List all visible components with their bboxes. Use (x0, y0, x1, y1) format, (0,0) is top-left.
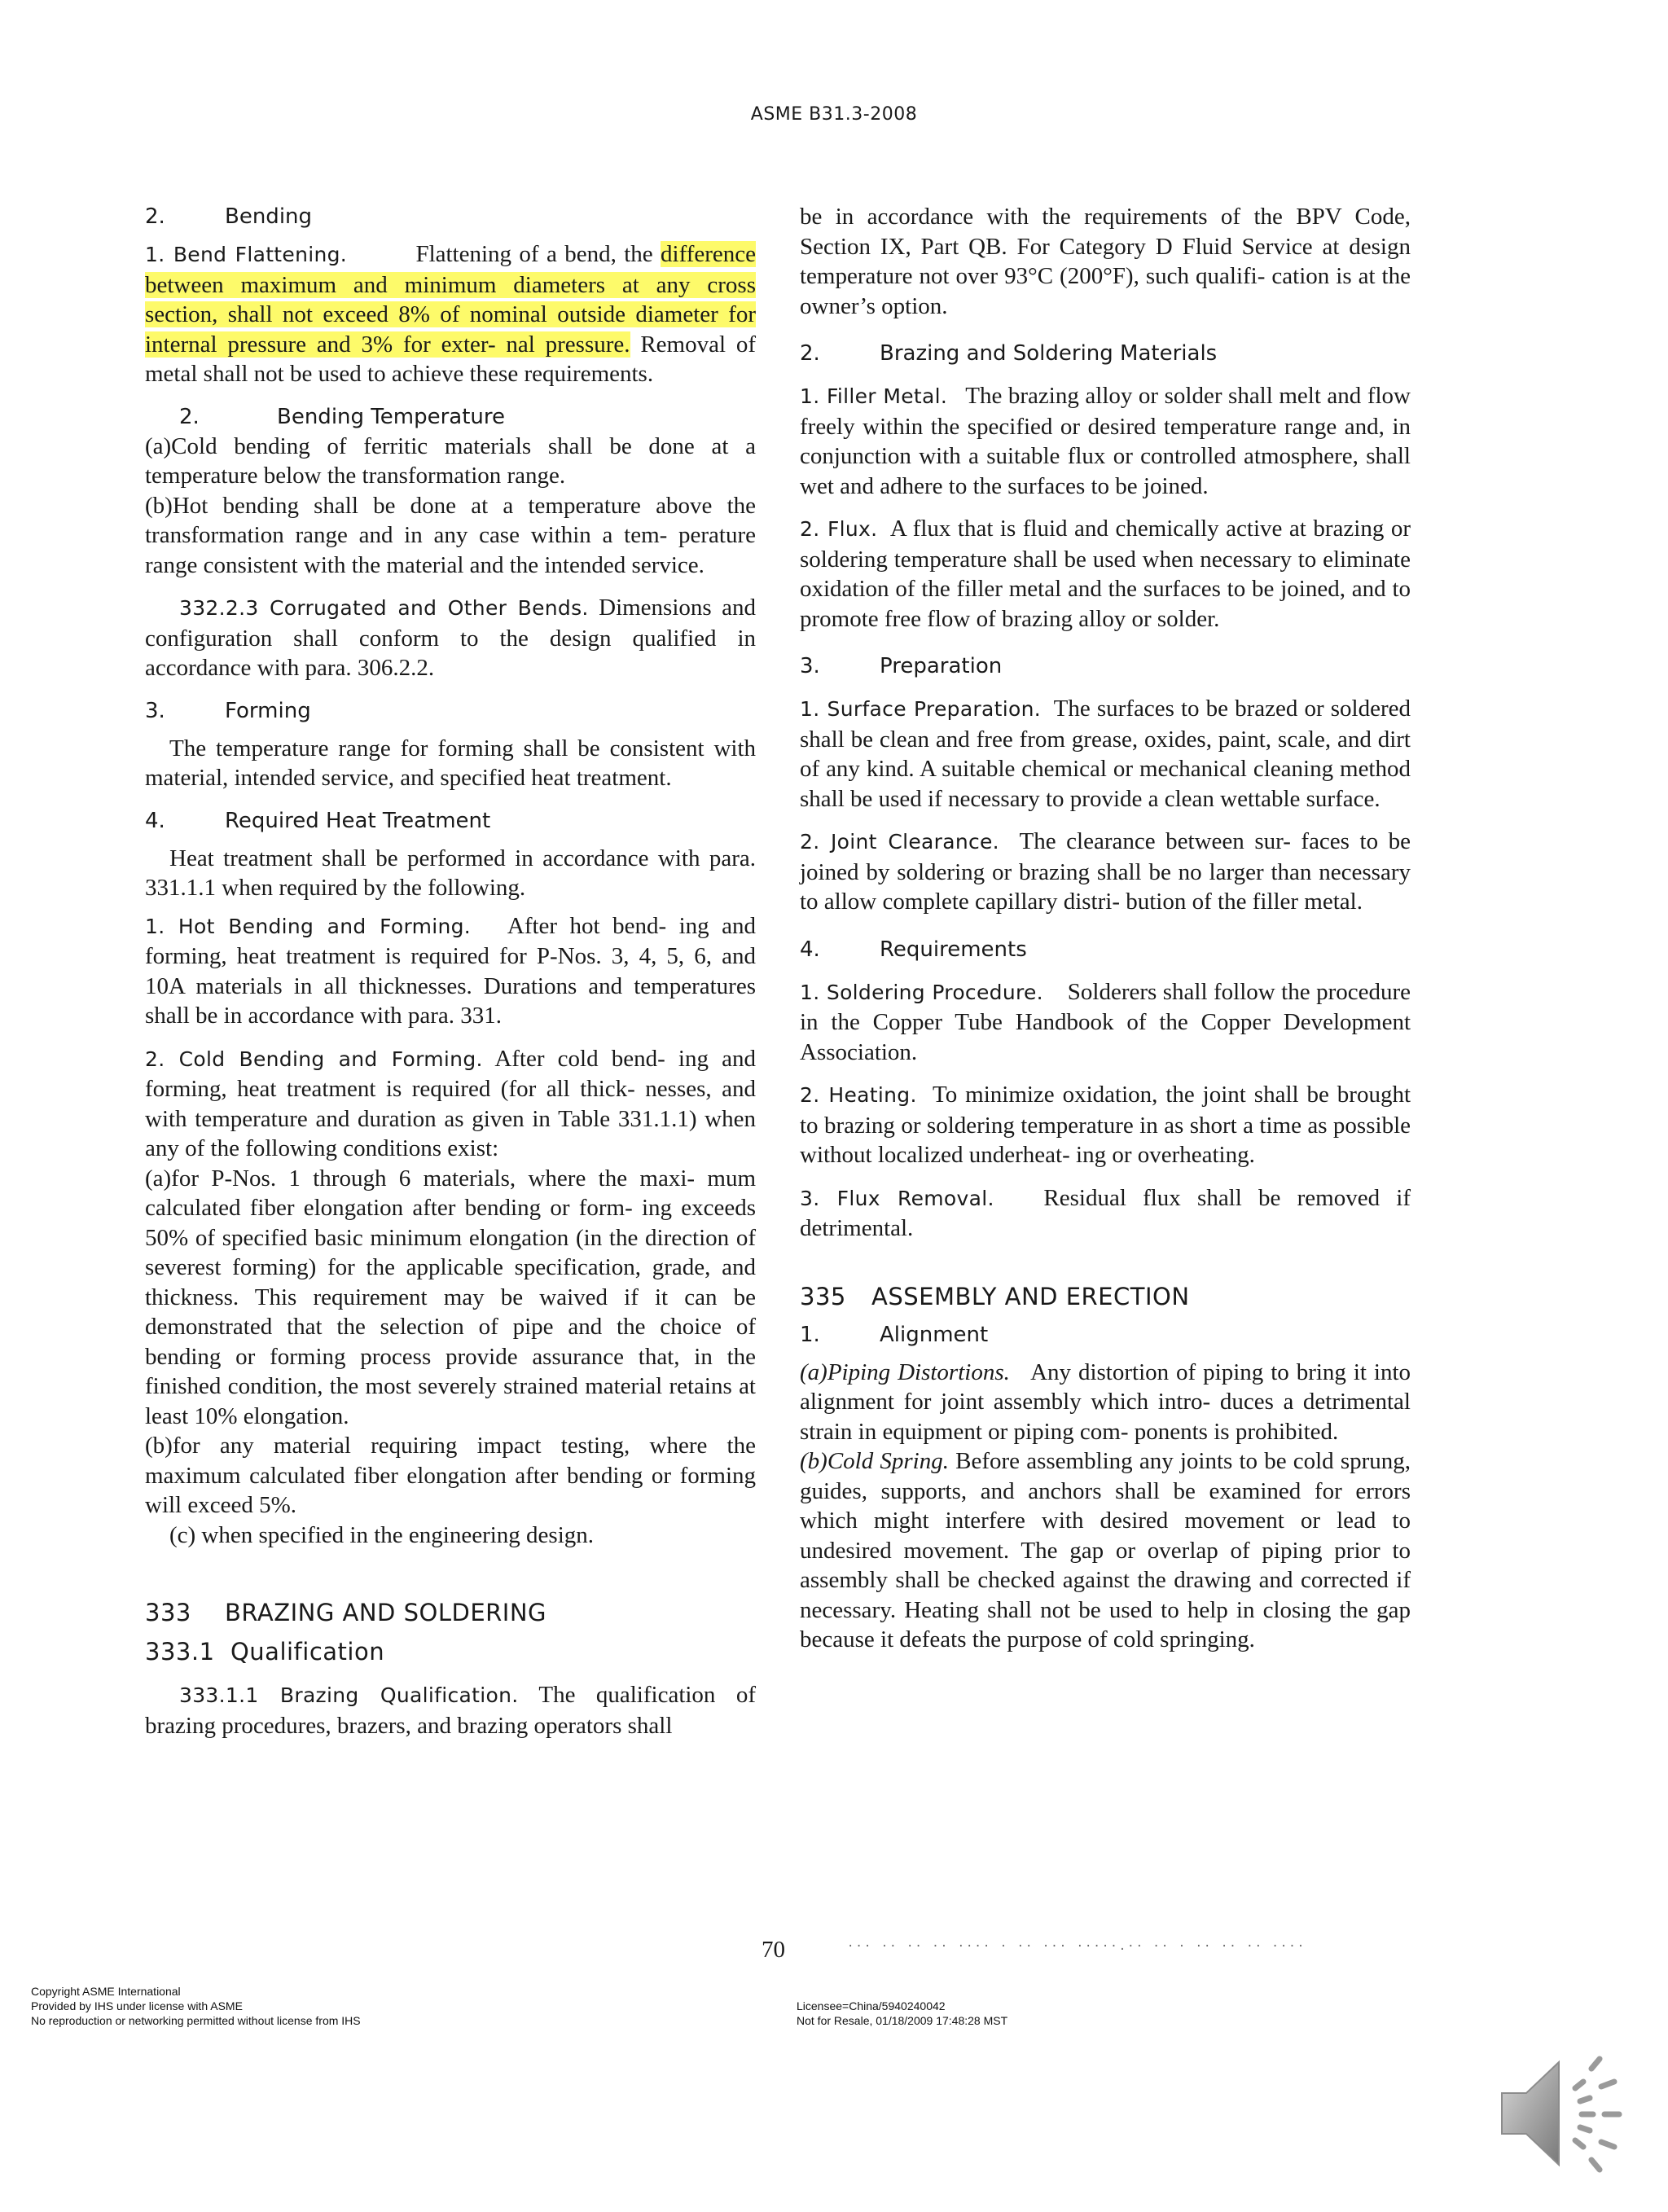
paragraph-piping-distortions: (a)Piping Distortions. Any distortion of piping to bring it into alignment for joint assembly which intro- duces a detrimental strain in equipment or piping com- ponents is prohibited. (800, 1358, 1411, 1445)
heading-required-heat-treatment: 4. Required Heat Treatment (145, 808, 491, 833)
paragraph-condition-c: (c) when specified in the engineering design. (169, 1521, 595, 1548)
footer-line: No reproduction or networking permitted without license from IHS (31, 2014, 361, 2027)
paragraph-cold-bending-forming: 2. Cold Bending and Forming. After cold bend- ing and forming, heat treatment is required (for all thick- nesses, and with temperature and duration as given in Table 331.1.1) when any of the following conditions exist: (145, 1045, 756, 1161)
footer-licensee (797, 1999, 1007, 2028)
footer-line: Not for Resale, 01/18/2009 17:48:28 MST (797, 2014, 1008, 2027)
heading-forming: 3. Forming (145, 698, 311, 723)
right-column (800, 202, 1411, 1655)
paragraph-heat-treatment: Heat treatment shall be performed in accordance with para. 331.1.1 when required by the following. (145, 845, 756, 901)
paragraph-brazing-qualification: 333.1.1 Brazing Qualification. The qualification of brazing procedures, brazers, and brazing operators shall (145, 1682, 756, 1739)
paragraph-corrugated-bends: 332.2.3 Corrugated and Other Bends. Dimensions and configuration shall conform to the design qualified in accordance with para. 306.2.2. (145, 595, 756, 681)
paragraph-flux-removal: 3. Flux Removal. Residual flux shall be removed if detrimental. (800, 1184, 1411, 1241)
heading-brazing-materials: 2. Brazing and Soldering Materials (800, 341, 1218, 366)
paragraph-cold-bending-ferritic: (a)Cold bending of ferritic materials shall be done at a temperature below the transformation range. (145, 432, 756, 489)
paragraph-condition-a: (a)for P-Nos. 1 through 6 materials, where the maxi- mum calculated fiber elongation after bending or form- ing exceeds 50% of specified basic minimum elongation (in the direction of severest forming) for the applicable specification, grade, and thickness. This requirement may be waived if it can be demonstrated that the selection of pipe and the choice of bending or forming process provide assurance that, in the finished condition, the most severely strained material retains at least 10% elongation. (145, 1165, 756, 1429)
highlighted-text: difference between maximum and minimum diameters at any cross section, shall not exceed 8% of nominal outside diameter for internal pressure and 3% for exter- nal pressure. (145, 241, 757, 358)
footer-line: Copyright ASME International (31, 1985, 181, 1998)
paragraph-condition-b: (b)for any material requiring impact testing, where the maximum calculated fiber elongation after bending or forming will exceed 5%. (145, 1433, 756, 1518)
footer-copyright (31, 1984, 361, 2028)
running-head: ASME B31.3-2008 (750, 104, 918, 125)
paragraph-hot-bending-forming: 1. Hot Bending and Forming. After hot bend- ing and forming, heat treatment is required for P-Nos. 3, 4, 5, 6, and 10A materials in all thicknesses. Durations and temperatures shall be in accordance with para. 331. (145, 912, 756, 1029)
footer-line: Licensee=China/5940240042 (797, 1999, 946, 2012)
heading-bending: 2. Bending (145, 204, 313, 229)
paragraph-soldering-procedure: 1. Soldering Procedure. Solderers shall follow the procedure in the Copper Tube Handbook of the Copper Development Association. (800, 978, 1411, 1065)
section-heading-brazing: 333 BRAZING AND SOLDERING (145, 1599, 547, 1626)
page-number: 70 (762, 1937, 785, 1963)
heading-preparation: 3. Preparation (800, 654, 1003, 678)
paragraph-cold-spring: (b)Cold Spring. Before assembling any joints to be cold sprung, guides, supports, and anchors shall be examined for errors which might interfere with desired movement or lead to undesired movement. The gap or overlap of piping prior to assembly shall be checked against the drawing and corrected if necessary. Heating shall not be used to help in closing the gap because it defeats the purpose of cold springing. (800, 1448, 1411, 1652)
paragraph-flux: 2. Flux. A flux that is fluid and chemically active at brazing or soldering temperature shall be used when necessary to eliminate oxidation of the filler metal and the surfaces to be joined, and to promote free flow of brazing alloy or solder. (800, 516, 1411, 632)
left-column (145, 202, 756, 1740)
heading-qualification: 333.1 Qualification (145, 1638, 385, 1666)
heading-bending-temperature: 2. Bending Temperature (179, 404, 505, 429)
speaker-icon[interactable] (1495, 2036, 1634, 2191)
section-heading-assembly: 335 ASSEMBLY AND ERECTION (800, 1282, 1190, 1310)
paragraph-forming: The temperature range for forming shall be consistent with material, intended service, and specified heat treatment. (145, 735, 756, 791)
paragraph-heating: 2. Heating. To minimize oxidation, the joint shall be brought to brazing or soldering temperature in as short a time as possible without localized underheat- ing or overheating. (800, 1082, 1411, 1168)
heading-alignment: 1. Alignment (800, 1322, 989, 1347)
paragraph-joint-clearance: 2. Joint Clearance. The clearance between sur- faces to be joined by soldering or brazing shall be no larger than necessary to allow complete capillary distri- bution of the filler metal. (800, 828, 1411, 915)
heading-requirements: 4. Requirements (800, 937, 1027, 962)
paragraph-filler-metal: 1. Filler Metal. The brazing alloy or solder shall melt and flow freely within the specified or desired temperature range and, in conjunction with a suitable flux or controlled atmosphere, shall wet and adhere to the surfaces to be joined. (800, 383, 1411, 499)
scan-artifact: ··· ·· ·· ·· ···· · ·· ··· ·····.·· ·· · ·· ·· ·· ···· (847, 1940, 1306, 1953)
paragraph-surface-preparation: 1. Surface Preparation. The surfaces to be brazed or soldered shall be clean and free from grease, oxides, paint, scale, and dirt of any kind. A suitable chemical or mechanical cleaning method shall be used if necessary to provide a clean wettable surface. (800, 696, 1411, 812)
paragraph-hot-bending-temperature: (b)Hot bending shall be done at a temperature above the transformation range and in any case within a tem- perature range consistent with the material and the intended service. (145, 492, 756, 578)
paragraph-continuation: be in accordance with the requirements of the BPV Code, Section IX, Part QB. For Category D Fluid Service at design temperature not over 93°C (200°F), such qualifi- cation is at the owner’s option. (800, 204, 1411, 319)
footer-line: Provided by IHS under license with ASME (31, 1999, 243, 2012)
paragraph-bend-flattening: 1. Bend Flattening. Flattening of a bend, the difference between maximum and minimum diameters at any cross section, shall not exceed 8% of nominal outside diameter for internal pressure and 3% for exter- nal pressure. Removal of metal shall not be used to achieve these requirements. (145, 241, 757, 387)
